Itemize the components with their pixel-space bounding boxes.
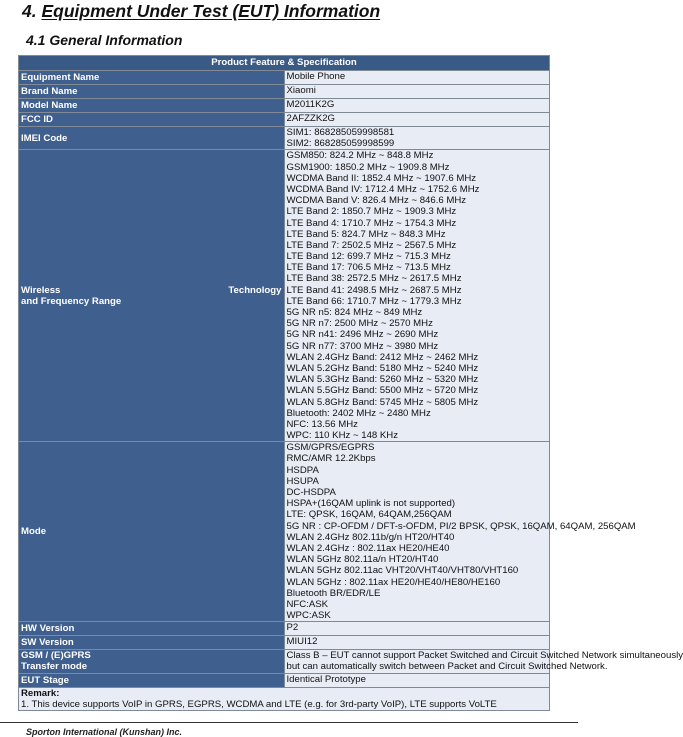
remark-cell — [19, 687, 550, 710]
mode-item: WLAN 5GHz 802.11ac VHT20/VHT40/VHT80/VHT160 — [286, 565, 519, 577]
section-heading — [22, 1, 380, 22]
gsm-transfer-label-line2: Transfer mode — [21, 661, 88, 673]
frequency-range-item: WLAN 5.8GHz Band: 5745 MHz ~ 5805 MHz — [286, 396, 479, 408]
imei-sim1: SIM1: 868285059998581 — [286, 127, 395, 138]
frequency-range-item: WLAN 5.5GHz Band: 5500 MHz ~ 5720 MHz — [286, 385, 479, 397]
wireless-label-line2: and Frequency Range — [21, 295, 122, 307]
mode-item: HSUPA — [286, 475, 319, 487]
frequency-range-item: LTE Band 17: 706.5 MHz ~ 713.5 MHz — [286, 262, 451, 274]
brand-name-value: Xiaomi — [284, 85, 550, 99]
mode-item: WPC:ASK — [286, 610, 331, 622]
frequency-range-item: LTE Band 66: 1710.7 MHz ~ 1779.3 MHz — [286, 295, 462, 307]
table-row — [19, 113, 550, 127]
frequency-range-item: WCDMA Band II: 1852.4 MHz ~ 1907.6 MHz — [286, 172, 477, 184]
frequency-range-item: WLAN 5.2GHz Band: 5180 MHz ~ 5240 MHz — [286, 362, 479, 374]
frequency-range-item: 5G NR n7: 2500 MHz ~ 2570 MHz — [286, 318, 433, 330]
table-row — [19, 687, 550, 710]
mode-item: WLAN 5GHz 802.11a/n HT20/HT40 — [286, 554, 439, 566]
divider — [0, 722, 578, 723]
frequency-range-item: LTE Band 12: 699.7 MHz ~ 715.3 MHz — [286, 251, 451, 263]
imei-sim2: SIM2: 868285059998599 — [286, 138, 395, 150]
mode-item: NFC:ASK — [286, 598, 329, 610]
equipment-name-value: Mobile Phone — [284, 71, 550, 85]
frequency-range-item: LTE Band 7: 2502.5 MHz ~ 2567.5 MHz — [286, 239, 457, 251]
remark-line1: 1. This device supports VoIP in GPRS, EGPRS, WCDMA and LTE (e.g. for 3rd-party VoIP), LTE supports VoLTE — [21, 698, 497, 710]
model-name-value: M2011K2G — [284, 99, 550, 113]
frequency-range-item: 5G NR n77: 3700 MHz ~ 3980 MHz — [286, 340, 439, 352]
table-row — [19, 442, 550, 622]
fcc-id-value: 2AFZZK2G — [284, 113, 550, 127]
wireless-values — [284, 150, 550, 442]
model-name-label: Model Name — [19, 99, 285, 113]
mode-item: 5G NR : CP-OFDM / DFT-s-OFDM, PI/2 BPSK, QPSK, 16QAM, 64QAM, 256QAM — [286, 520, 636, 532]
frequency-range-item: NFC: 13.56 MHz — [286, 418, 358, 430]
table-row — [19, 71, 550, 85]
section-title: Equipment Under Test (EUT) Information — [41, 1, 381, 21]
table-row — [19, 127, 550, 150]
frequency-range-item: WPC: 110 KHz ~ 148 KHz — [286, 430, 399, 442]
gsm-transfer-label — [19, 650, 285, 673]
gsm-transfer-line2: but can automatically switch between Packet and Circuit Switched Network. — [286, 661, 608, 673]
eut-stage-value: Identical Prototype — [284, 673, 550, 687]
wireless-label-line1: Wireless Technology — [21, 284, 282, 296]
gsm-transfer-label-line1: GSM / (E)GPRS — [21, 650, 91, 662]
frequency-range-item: GSM1900: 1850.2 MHz ~ 1909.8 MHz — [286, 161, 450, 173]
table-row — [19, 150, 550, 442]
table-row — [19, 673, 550, 687]
imei-values — [284, 127, 550, 150]
mode-item: LTE: QPSK, 16QAM, 64QAM,256QAM — [286, 509, 452, 521]
mode-values — [284, 442, 636, 622]
frequency-range-item: WCDMA Band V: 826.4 MHz ~ 846.6 MHz — [286, 195, 467, 207]
sw-version-label: SW Version — [19, 636, 285, 650]
table-row — [19, 99, 550, 113]
footer-text: Sporton International (Kunshan) Inc. — [26, 727, 182, 737]
mode-item: HSDPA — [286, 464, 319, 476]
brand-name-label: Brand Name — [19, 85, 285, 99]
hw-version-value: P2 — [284, 622, 550, 636]
eut-stage-label: EUT Stage — [19, 673, 285, 687]
hw-version-label: HW Version — [19, 622, 285, 636]
mode-item: WLAN 5GHz : 802.11ax HE20/HE40/HE80/HE160 — [286, 576, 501, 588]
mode-item: DC-HSDPA — [286, 487, 336, 498]
table-row — [19, 622, 550, 636]
sw-version-value: MIUI12 — [284, 636, 550, 650]
frequency-range-item: WCDMA Band IV: 1712.4 MHz ~ 1752.6 MHz — [286, 183, 480, 195]
frequency-range-item: Bluetooth: 2402 MHz ~ 2480 MHz — [286, 407, 431, 419]
table-row — [19, 650, 550, 673]
frequency-range-item: WLAN 5.3GHz Band: 5260 MHz ~ 5320 MHz — [286, 374, 479, 386]
table-row — [19, 636, 550, 650]
frequency-range-item: LTE Band 2: 1850.7 MHz ~ 1909.3 MHz — [286, 206, 457, 218]
mode-item: WLAN 2.4GHz 802.11b/g/n HT20/HT40 — [286, 531, 455, 543]
table-title: Product Feature & Specification — [19, 56, 550, 71]
gsm-transfer-values — [284, 650, 683, 673]
frequency-range-item: LTE Band 4: 1710.7 MHz ~ 1754.3 MHz — [286, 217, 457, 229]
section-number: 4. — [22, 1, 37, 21]
imei-label: IMEI Code — [19, 127, 285, 150]
mode-label: Mode — [19, 442, 285, 622]
frequency-range-item: 5G NR n5: 824 MHz ~ 849 MHz — [286, 307, 423, 318]
gsm-transfer-line1: Class B – EUT cannot support Packet Switched and Circuit Switched Network simultaneously — [286, 650, 683, 662]
mode-item: GSM/GPRS/EGPRS — [286, 442, 375, 454]
table-row — [19, 85, 550, 99]
frequency-range-item: LTE Band 38: 2572.5 MHz ~ 2617.5 MHz — [286, 273, 462, 285]
frequency-range-item: LTE Band 5: 824.7 MHz ~ 848.3 MHz — [286, 228, 446, 240]
remark-label: Remark: — [21, 687, 60, 699]
mode-item: HSPA+(16QAM uplink is not supported) — [286, 498, 456, 510]
frequency-range-item: LTE Band 41: 2498.5 MHz ~ 2687.5 MHz — [286, 284, 462, 296]
subsection-heading: 4.1 General Information — [26, 32, 183, 48]
equipment-name-label: Equipment Name — [19, 71, 285, 85]
frequency-range-item: GSM850: 824.2 MHz ~ 848.8 MHz — [286, 150, 434, 162]
frequency-range-item: 5G NR n41: 2496 MHz ~ 2690 MHz — [286, 329, 439, 341]
frequency-range-item: WLAN 2.4GHz Band: 2412 MHz ~ 2462 MHz — [286, 351, 479, 363]
wireless-label — [19, 150, 285, 442]
mode-item: Bluetooth BR/EDR/LE — [286, 587, 381, 599]
mode-item: WLAN 2.4GHz : 802.11ax HE20/HE40 — [286, 542, 450, 554]
spec-table — [18, 55, 683, 711]
fcc-id-label: FCC ID — [19, 113, 285, 127]
mode-item: RMC/AMR 12.2Kbps — [286, 453, 376, 465]
